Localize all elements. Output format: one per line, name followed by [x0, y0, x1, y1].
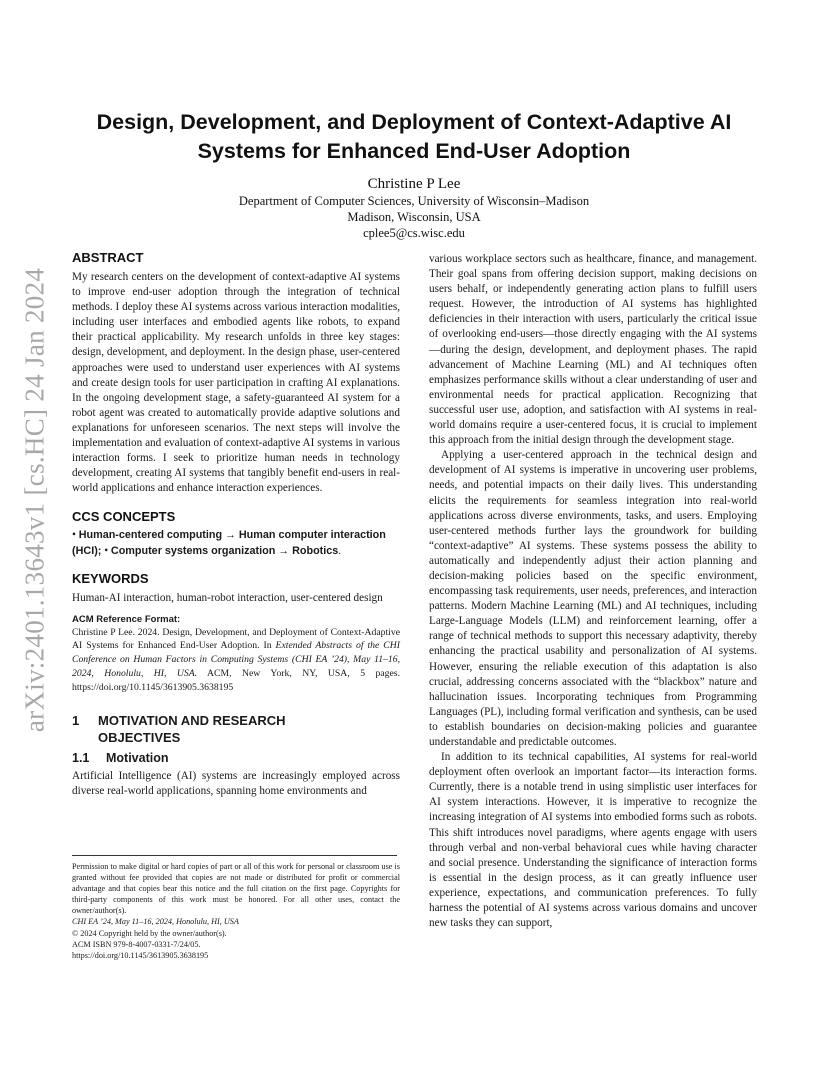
ccs-bullet: •	[104, 544, 109, 557]
right-paragraph-2: Applying a user-centered approach in the technical design and development of AI systems is imperative in uncovering user problems, needs, and potential impacts on their daily lives. This understanding elicits the requirements for seamless integration into real-world applications across diverse environments, tasks, and users. Employing user-centered methods further lays the groundwork for building “context-adaptive” AI systems. These systems possess the ability to automatically and independently adjust their action planning and decision-making policies based on the specific environment, encompassing task requirements, user needs, preferences, and interaction patterns. Modern Machine Learning (ML) and AI techniques, including Large-Language Models (LLM) and reinforcement learning, offer a range of technical methods to support this necessary adaptivity, thereby enhancing the practical usability and personalization of AI systems. However, ensuring the reliable execution of this adaptation is also crucial, addressing concerns associated with the “blackbox” nature and hallucination issues. Incorporating techniques from Programming Languages (PL), including formal verification and synthesis, can be used to establish boundaries on decision-making policies and guarantee understandable and predictable outcomes.	[429, 449, 757, 748]
arxiv-identifier	[18, 260, 52, 740]
footnote-isbn: ACM ISBN 979-8-4007-0331-7/24/05.	[72, 939, 201, 949]
footnote-venue-text: CHI EA ’24, May 11–16, 2024, Honolulu, HI, USA	[72, 917, 239, 927]
footnote-copyright: © 2024 Copyright held by the owner/author(s).	[72, 928, 227, 938]
permission-notice: Permission to make digital or hard copies of part or all of this work for personal or classroom use is granted without fee provided that copies are not made or distributed for profit or commercial advantage and that copies bear this notice and the full citation on the first page. Copyrights for third-party components of this work must be honored. For all other uses, contact the owner/author(s).	[72, 862, 400, 916]
motivation-text: Artificial Intelligence (AI) systems are increasingly employed across diverse real-world applications, spanning home environments and	[72, 769, 400, 797]
section-title-line-2: OBJECTIVES	[98, 729, 181, 745]
paper-title	[60, 108, 768, 166]
ccs-concept-hci: Human-centered computing → Human computer interaction (HCI);	[72, 529, 386, 557]
abstract-text: My research centers on the development of context-adaptive AI systems to improve end-user adoption through the integration of technical methods. I deploy these AI systems across various interaction modalities, including user interfaces and embodied agents like robots, to expand their practical applicability. My research unfolds in three key stages: design, development, and deployment. In the design phase, user-centered approaches were used to understand user experiences with AI systems and create design tools for user participation in crafting AI explanations. In the ongoing development stage, a safety-guaranteed AI system for a robot agent was created to automatically provide adaptive solutions and explanations for unforeseen scenarios. The next steps will involve the implementation and evaluation of context-adaptive AI systems in various interaction forms. I seek to prioritize human needs in technology development, creating AI systems that tangibly benefit end-users in real-world applications and enhance interaction experiences.	[72, 271, 400, 495]
keywords-text: Human-AI interaction, human-robot interaction, user-centered design	[72, 591, 383, 604]
subsection-1-1-heading	[72, 751, 400, 765]
ccs-heading: CCS CONCEPTS	[72, 509, 176, 525]
section-1-heading	[72, 712, 400, 746]
right-column	[429, 252, 757, 931]
ccs-concept-robotics: Computer systems organization → Robotics	[110, 544, 339, 557]
subsection-title: Motivation	[106, 750, 169, 765]
section-number: 1	[72, 712, 80, 728]
subsection-number: 1.1	[72, 750, 90, 765]
acm-reference-citation: Christine P Lee. 2024. Design, Development, and Deployment of Context-Adaptive AI Systems for Enhanced End-User Adoption. In	[72, 626, 400, 652]
acm-reference-heading: ACM Reference Format:	[72, 613, 181, 625]
ccs-bullet: •	[72, 529, 76, 542]
author-location: Madison, Wisconsin, USA	[347, 210, 481, 224]
keywords-heading: KEYWORDS	[72, 570, 149, 586]
abstract-heading: ABSTRACT	[72, 250, 144, 265]
footnote-venue	[72, 916, 400, 927]
author-email: cplee5@cs.wisc.edu	[363, 226, 465, 240]
author-affiliation: Department of Computer Sciences, University of Wisconsin–Madison	[238, 194, 590, 208]
author-name: Christine P Lee	[367, 176, 461, 192]
right-paragraph-1: various workplace sectors such as healthcare, finance, and management. Their goal spans from offering decision support, making decisions on users behalf, or independently generating action plans to fulfill users request. However, the introduction of AI systems has highlighted deficiencies in their interaction with users, particularly the critical issue of overlooking end-users—those directly engaging with the AI systems—during the design, development, and deployment phases. The rapid advancement of Machine Learning (ML) and AI techniques often emphasizes performance skills without a clear understanding of user and environmental needs for practical application. Recognizing that successful user use, adoption, and satisfaction with AI systems in real-world domains require a user-centered focus, it is crucial to implement this approach from the initial design through the development stage.	[429, 253, 757, 447]
section-title-line-1: MOTIVATION AND RESEARCH	[98, 712, 286, 728]
footnote-doi: https://doi.org/10.1145/3613905.3638195	[72, 950, 209, 960]
left-column	[72, 250, 400, 799]
acm-reference-text	[72, 626, 400, 695]
section-title	[98, 712, 286, 746]
right-paragraph-3: In addition to its technical capabilities, AI systems for real-world deployment often overlook an important factor—its interaction forms. Currently, there is a notable trend in using simplistic user interfaces for AI system interactions. However, it is imperative to recognize the increasing integration of AI systems into embodied forms such as robots. This shift introduces novel paradigms, where agents engage with users through verbal and non-verbal behavioral cues while having character and social presence. Understanding the significance of interaction forms is essential in the design process, as it can greatly influence user experience, expectations, and communication preferences. To fully harness the potential of AI systems across various domains and uncover new tasks they can support,	[429, 751, 757, 930]
paper-title-line-2: Systems for Enhanced End-User Adoption	[197, 139, 631, 163]
paper-title-line-1: Design, Development, and Deployment of Context-Adaptive AI	[96, 110, 732, 134]
footnote-rule	[72, 855, 397, 856]
acm-reference-venue: Extended Abstracts of the CHI Conference on Human Factors in Computing Systems (CHI EA ’24), May 11–16, 2024, Honolulu, HI, USA.	[72, 640, 400, 680]
ccs-period: .	[338, 544, 342, 557]
acm-reference-doi: ACM, New York, NY, USA, 5 pages. https://doi.org/10.1145/3613905.3638195	[72, 668, 401, 693]
first-page-footnote	[72, 855, 400, 961]
arxiv-identifier-text: arXiv:2401.13643v1 [cs.HC] 24 Jan 2024	[19, 267, 50, 733]
ccs-concepts	[72, 528, 400, 558]
